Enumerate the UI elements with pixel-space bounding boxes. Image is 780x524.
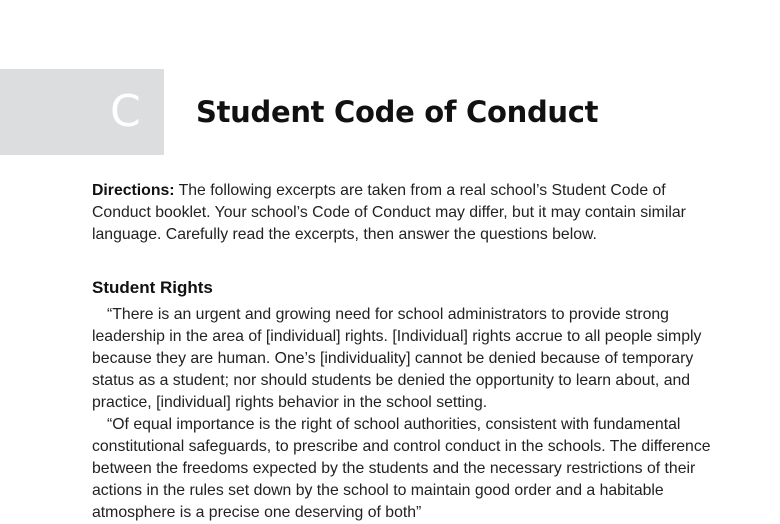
directions-paragraph: [92, 180, 712, 246]
directions-label: Directions:: [92, 182, 175, 199]
section-heading: Student Rights: [92, 278, 213, 297]
page-title: Student Code of Conduct: [196, 95, 599, 129]
excerpt-passage: [92, 304, 712, 524]
excerpt-paragraph-1: “There is an urgent and growing need for school administrators to provide strong leadership in the area of [individual] rights. [Individual] rights accrue to all people simply because they are human. One’s [individuality] cannot be denied because of temporary status as a student; nor should students be denied the opportunity to learn about, and practice, [individual] rights behavior in the school setting.: [92, 306, 702, 411]
directions-text: The following excerpts are taken from a real school’s Student Code of Conduct booklet. Your school’s Code of Conduct may differ, but it may contain similar language. Carefully read the excerpts, then answer the questions below.: [92, 182, 686, 243]
excerpt-paragraph-2: “Of equal importance is the right of school authorities, consistent with fundamental constitutional safeguards, to prescribe and control conduct in the schools. The difference between the freedoms expected by the students and the necessary restrictions of their actions in the rules set down by the school to maintain good order and a habitable atmosphere is a precise one deserving of both”: [92, 416, 711, 521]
section-letter: C: [110, 86, 141, 137]
